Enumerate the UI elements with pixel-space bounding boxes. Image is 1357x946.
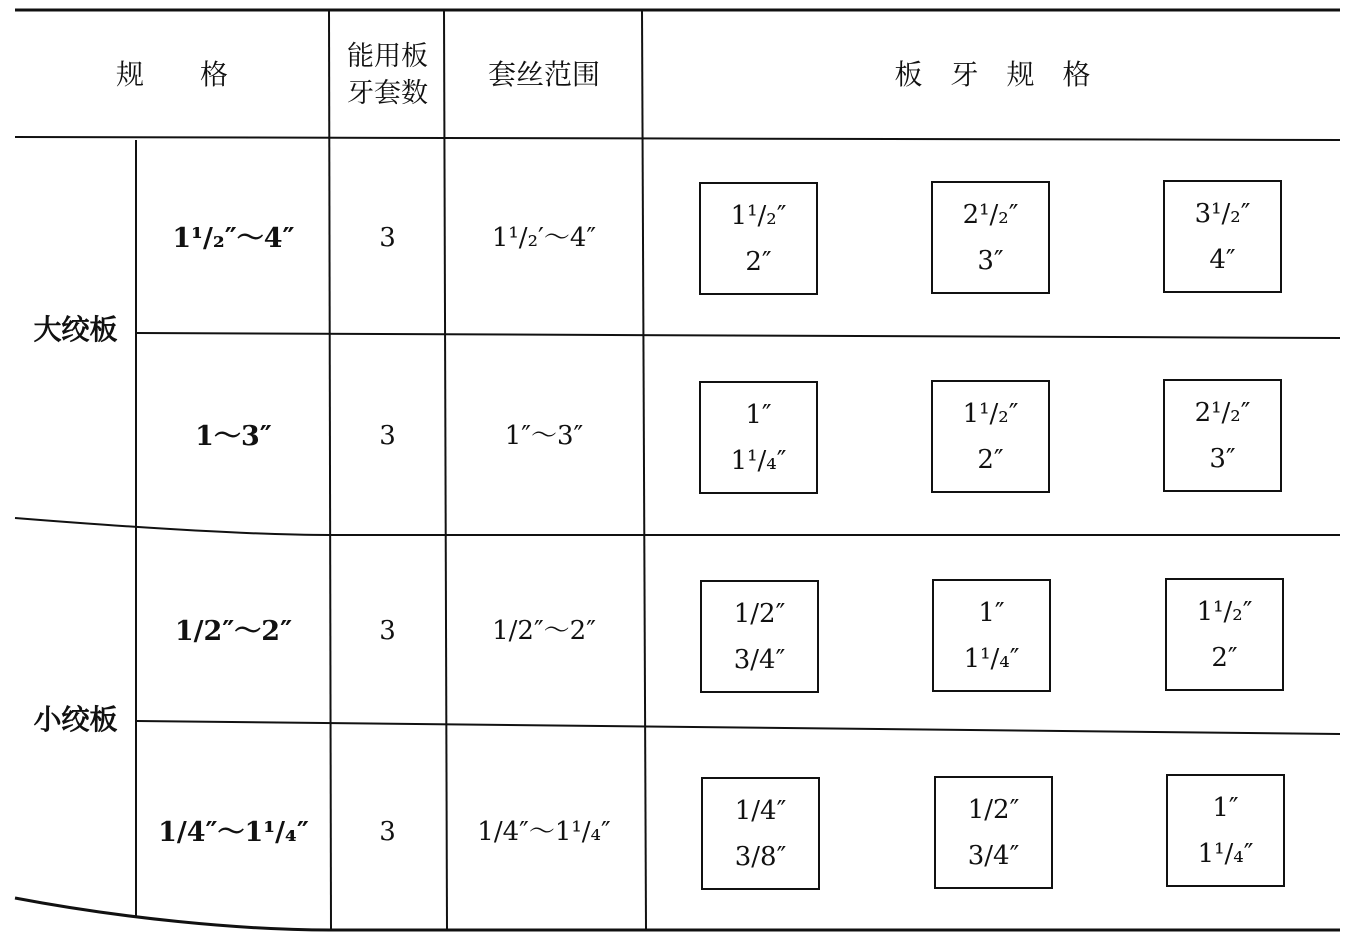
die-box xyxy=(934,776,1053,889)
header-range: 套丝范围 xyxy=(487,58,600,91)
die-size-top: 1/2″ xyxy=(733,598,786,629)
row-2-range: 1″～3″ xyxy=(504,421,584,451)
die-box xyxy=(1163,379,1282,492)
die-size-bottom: 3/4″ xyxy=(967,840,1020,871)
header-dies-count-line2: 牙套数 xyxy=(347,78,428,109)
die-size-top: 1¹/₂″ xyxy=(730,200,787,231)
die-box xyxy=(1165,578,1284,691)
die-size-top: 1¹/₂″ xyxy=(962,398,1019,429)
die-box xyxy=(932,579,1051,692)
die-box xyxy=(1166,774,1285,887)
die-size-bottom: 1¹/₄″ xyxy=(730,445,787,476)
die-size-top: 1/4″ xyxy=(734,795,787,826)
die-size-top: 2¹/₂″ xyxy=(962,199,1019,230)
die-size-bottom: 2″ xyxy=(1211,642,1238,673)
die-box xyxy=(931,181,1050,294)
row-3-spec: 1/2″～2″ xyxy=(174,615,293,647)
header-die-spec: 板 牙 规 格 xyxy=(894,58,1091,91)
row-1-spec: 1¹/₂″～4″ xyxy=(172,222,295,254)
die-box xyxy=(701,777,820,890)
die-size-top: 1¹/₂″ xyxy=(1196,596,1253,627)
group-label-large: 大绞板 xyxy=(33,313,118,346)
row-4-count: 3 xyxy=(379,817,396,847)
die-box xyxy=(699,182,818,295)
row-1-count: 3 xyxy=(379,223,396,253)
row-3-count: 3 xyxy=(379,616,396,646)
die-size-bottom: 1¹/₄″ xyxy=(963,643,1020,674)
die-box xyxy=(699,381,818,494)
die-size-bottom: 2″ xyxy=(977,444,1004,475)
die-size-bottom: 2″ xyxy=(745,246,772,277)
die-size-top: 1″ xyxy=(978,597,1005,628)
die-size-bottom: 3/8″ xyxy=(734,841,787,872)
row-3-range: 1/2″～2″ xyxy=(492,616,596,646)
die-box xyxy=(1163,180,1282,293)
row-4-spec: 1/4″～1¹/₄″ xyxy=(158,816,309,848)
header-dies-count xyxy=(331,12,444,138)
die-size-bottom: 3″ xyxy=(1209,443,1236,474)
die-size-top: 1″ xyxy=(1212,792,1239,823)
group-label-small: 小绞板 xyxy=(33,703,118,736)
header-spec: 规 格 xyxy=(115,58,228,91)
row-2-spec: 1～3″ xyxy=(195,420,272,452)
die-size-top: 1″ xyxy=(745,399,772,430)
die-size-top: 3¹/₂″ xyxy=(1194,198,1251,229)
row-4-range: 1/4″～1¹/₄″ xyxy=(477,817,611,847)
die-box xyxy=(931,380,1050,493)
die-box xyxy=(700,580,819,693)
header-dies-count-line1: 能用板 xyxy=(347,41,428,72)
row-2-count: 3 xyxy=(379,421,396,451)
die-size-bottom: 4″ xyxy=(1209,244,1236,275)
die-size-top: 1/2″ xyxy=(967,794,1020,825)
die-size-bottom: 3″ xyxy=(977,245,1004,276)
row-1-range: 1¹/₂′～4″ xyxy=(491,223,597,253)
die-size-bottom: 3/4″ xyxy=(733,644,786,675)
die-size-bottom: 1¹/₄″ xyxy=(1197,838,1254,869)
die-size-top: 2¹/₂″ xyxy=(1194,397,1251,428)
col-rule-d xyxy=(642,10,646,930)
